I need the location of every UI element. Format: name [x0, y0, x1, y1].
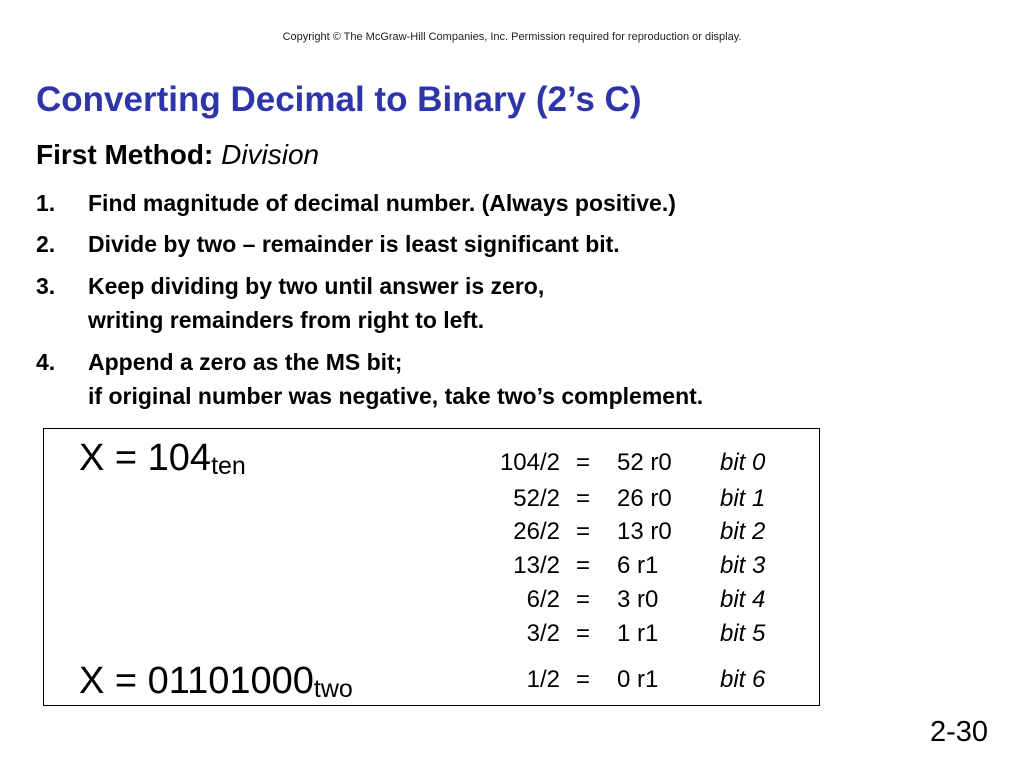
- x-binary-base: two: [313, 675, 353, 703]
- method-heading: [36, 139, 319, 171]
- equals-sign: =: [576, 552, 591, 579]
- bit-label: bit 3: [720, 552, 766, 579]
- division-expr: 52/2: [513, 485, 560, 512]
- bit-label: bit 6: [720, 666, 766, 693]
- equals-sign: =: [576, 620, 591, 647]
- step-text: if original number was negative, take two’s complement.: [88, 383, 704, 409]
- step-item: [36, 269, 996, 337]
- step-text: Divide by two – remainder is least significant bit.: [88, 231, 620, 257]
- division-result: 1 r1: [617, 620, 659, 647]
- step-number: 1.: [36, 190, 56, 216]
- x-binary-text: X = 01101000: [79, 660, 314, 702]
- division-row: [0, 449, 1024, 483]
- division-row: [0, 586, 1024, 620]
- method-label: First Method:: [36, 139, 214, 170]
- page-number: 2-30: [929, 716, 988, 748]
- equals-sign: =: [576, 666, 591, 693]
- step-item: [36, 345, 996, 413]
- step-text: Append a zero as the MS bit;: [88, 349, 403, 375]
- equals-sign: =: [576, 518, 591, 545]
- division-row: [0, 666, 1024, 700]
- bit-label: bit 0: [720, 449, 766, 476]
- method-value: Division: [221, 139, 320, 170]
- equals-sign: =: [576, 485, 591, 512]
- division-expr: 104/2: [499, 449, 560, 476]
- bit-label: bit 4: [720, 586, 766, 613]
- division-expr: 1/2: [526, 666, 560, 693]
- division-expr: 13/2: [513, 552, 560, 579]
- x-decimal-base: ten: [211, 452, 246, 480]
- division-expr: 26/2: [513, 518, 560, 545]
- division-expr: 3/2: [526, 620, 560, 647]
- equals-sign: =: [576, 449, 591, 476]
- step-number: 2.: [36, 231, 56, 257]
- slide-title: Converting Decimal to Binary (2’s C): [36, 80, 642, 119]
- steps-list: [36, 186, 996, 413]
- step-number: 4.: [36, 349, 56, 375]
- division-expr: 6/2: [526, 586, 560, 613]
- division-result: 6 r1: [617, 552, 659, 579]
- bit-label: bit 5: [720, 620, 766, 647]
- division-result: 3 r0: [617, 586, 659, 613]
- step-item: [36, 186, 996, 220]
- division-row: [0, 518, 1024, 552]
- division-row: [0, 485, 1024, 519]
- step-number: 3.: [36, 273, 56, 299]
- equals-sign: =: [576, 586, 591, 613]
- division-result: 26 r0: [617, 485, 672, 512]
- copyright-notice: Copyright © The McGraw-Hill Companies, Inc. Permission required for reproduction or display.: [282, 31, 742, 43]
- bit-label: bit 2: [720, 518, 766, 545]
- division-result: 0 r1: [617, 666, 659, 693]
- bit-label: bit 1: [720, 485, 766, 512]
- step-text: Keep dividing by two until answer is zero,: [88, 273, 545, 299]
- step-item: [36, 227, 996, 261]
- division-result: 52 r0: [617, 449, 672, 476]
- x-decimal-text: X = 104: [79, 437, 212, 479]
- division-row: [0, 552, 1024, 586]
- step-text: writing remainders from right to left.: [88, 307, 485, 333]
- division-row: [0, 620, 1024, 654]
- step-text: Find magnitude of decimal number. (Always positive.): [88, 190, 676, 216]
- division-result: 13 r0: [617, 518, 672, 545]
